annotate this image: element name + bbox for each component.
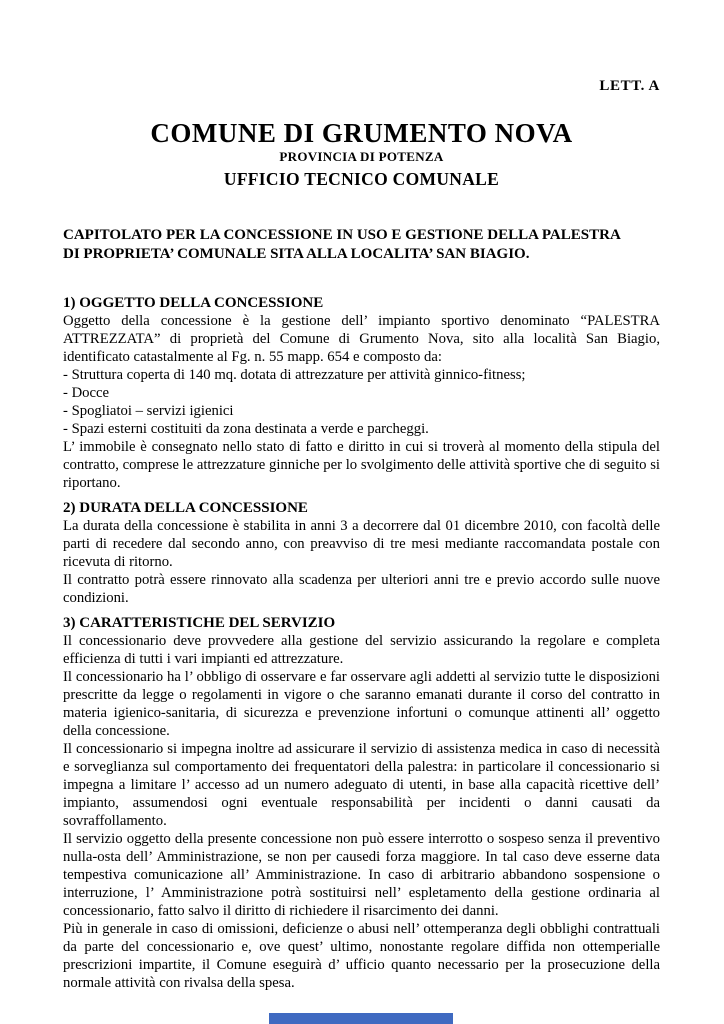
province-subtitle: PROVINCIA DI POTENZA: [279, 149, 444, 165]
subject-line-2: DI PROPRIETA’ COMUNALE SITA ALLA LOCALITA’ SAN BIAGIO.: [63, 246, 530, 263]
list-line: - Spazi esterni costituiti da zona destinata a verde e parcheggi.: [63, 421, 429, 438]
section-caratteristiche: [63, 614, 660, 992]
paragraph: Il concessionario ha l’ obbligo di osservare e far osservare agli addetti al servizio tutte le disposizioni prescritte da legge o regolamenti in vigore o che saranno emanati durante il corso del contratto in materia igienico-sanitaria, di sicurezza e prevenzione infortuni o comunque attinenti all’ oggetto della concessione.: [63, 669, 660, 740]
bottom-accent-bar: [269, 1013, 453, 1024]
paragraph: Il concessionario si impegna inoltre ad assicurare il servizio di assistenza medica in caso di necessità e sorveglianza sul comportamento dei frequentatori della palestra: in particolare il concessionario si impegna a limitare l’ accesso ad un numero adeguato di utenti, in base alla capacità ricettive dell’ impianto, assumendosi ogni eventuale responsabilità per incidenti o danni causati da sovraffollamento.: [63, 741, 660, 830]
paragraph: Il servizio oggetto della presente concessione non può essere interrotto o sospeso senza il preventivo nulla-osta dell’ Amministrazione, se non per causedi forza maggiore. In tal caso deve esserne data tempestiva comunicazione all’ Amministrazione. In caso di arbitrario abbandono sospensione o interruzione, l’ Amministrazione potrà sostituirsi nell’ espletamento della gestione ordinaria al concessionario, fatto salvo il diritto di richiedere il risarcimento dei danni.: [63, 831, 660, 920]
paragraph: Il concessionario deve provvedere alla gestione del servizio assicurando la regolare e completa efficienza di tutti i vari impianti ed attrezzature.: [63, 633, 660, 668]
paragraph: Più in generale in caso di omissioni, deficienze o abusi nell’ ottemperanza degli obblighi contrattuali da parte del concessionario e, ove quest’ ultimo, nonostante regolare diffida non ottemperialle prescrizioni impartite, il Comune eseguirà d’ ufficio quanto necessario per la prosecuzione della normale attività con rivalsa della spesa.: [63, 921, 660, 992]
document-title: COMUNE DI GRUMENTO NOVA: [150, 118, 573, 148]
section-durata: [63, 499, 660, 607]
office-subtitle: UFFICIO TECNICO COMUNALE: [223, 169, 500, 190]
list-line: - Struttura coperta di 140 mq. dotata di attrezzature per attività ginnico-fitness;: [63, 367, 526, 384]
section-heading: 2) DURATA DELLA CONCESSIONE: [63, 500, 308, 517]
paragraph: Il contratto potrà essere rinnovato alla scadenza per ulteriori anni tre e previo accordo sulle nuove condizioni.: [63, 572, 660, 607]
letter-label: LETT. A: [599, 78, 660, 94]
section-heading: 1) OGGETTO DELLA CONCESSIONE: [63, 295, 324, 312]
paragraph: La durata della concessione è stabilita in anni 3 a decorrere dal 01 dicembre 2010, con facoltà delle parti di recedere dal secondo anno, con preavviso di tre mesi mediante raccomandata postale con ricevuta di ritorno.: [63, 518, 660, 571]
list-line: - Docce: [63, 385, 110, 402]
document-subject: [63, 226, 660, 264]
subject-line-1: CAPITOLATO PER LA CONCESSIONE IN USO E GESTIONE DELLA PALESTRA: [63, 227, 621, 244]
paragraph: Oggetto della concessione è la gestione dell’ impianto sportivo denominato “PALESTRA ATTREZZATA” di proprietà del Comune di Grumento Nova, sito alla località San Biagio, identificato catastalmente al Fg. n. 55 mapp. 654 e composto da:: [63, 313, 660, 366]
list-line: - Spogliatoi – servizi igienici: [63, 403, 234, 420]
section-heading: 3) CARATTERISTICHE DEL SERVIZIO: [63, 615, 336, 632]
section-oggetto: [63, 294, 660, 492]
paragraph: L’ immobile è consegnato nello stato di fatto e diritto in cui si troverà al momento della stipula del contratto, comprese le attrezzature ginniche per lo svolgimento delle attività sportive che di seguito si riportano.: [63, 439, 660, 492]
